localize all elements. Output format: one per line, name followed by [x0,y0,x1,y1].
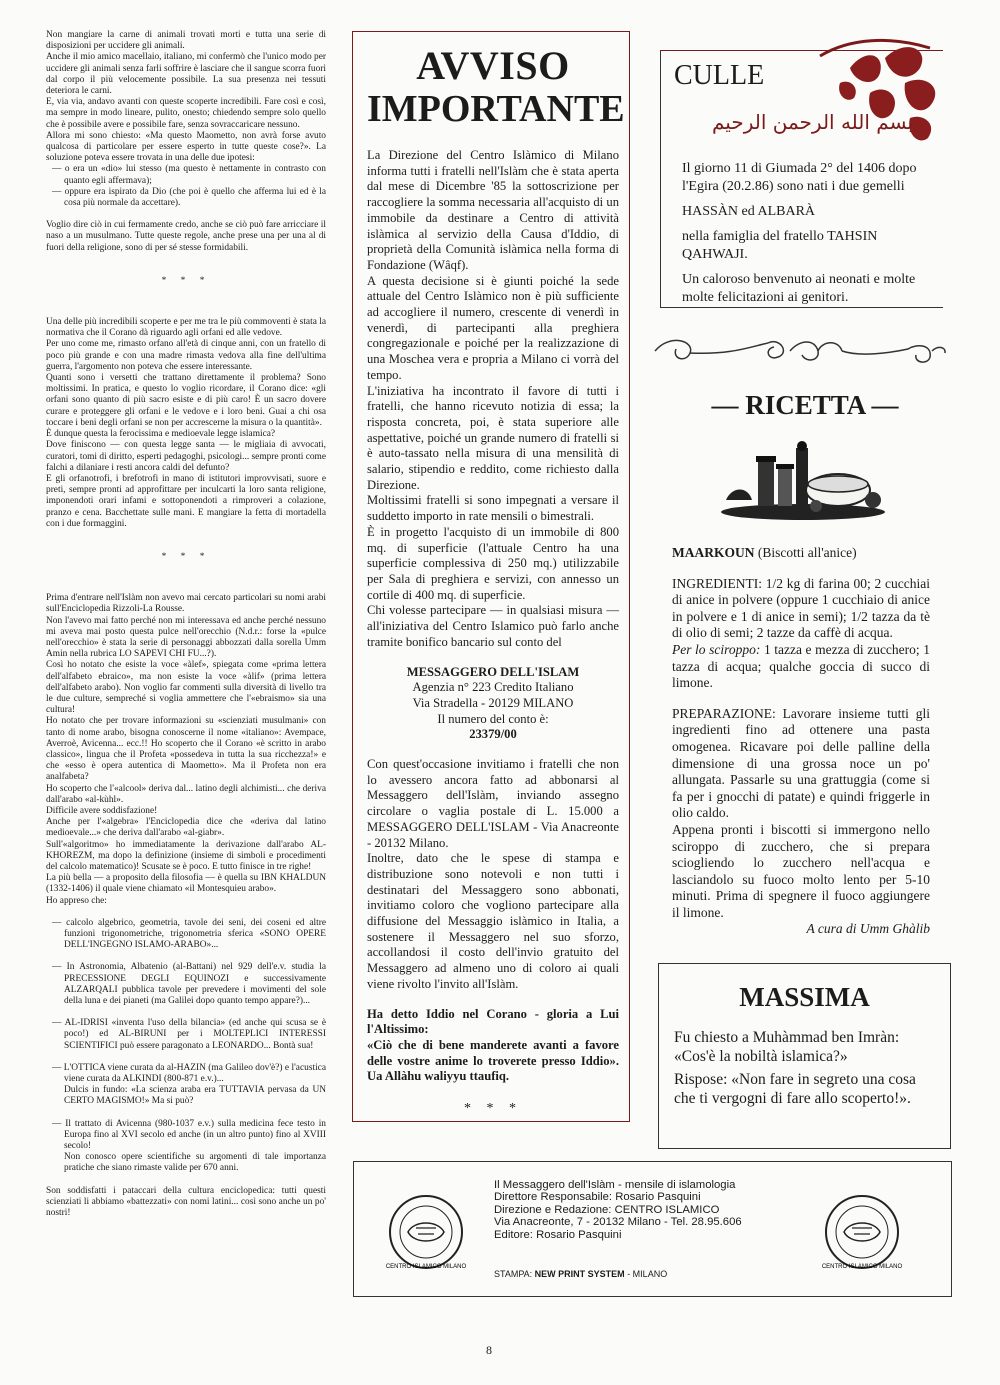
list-subnote: Dulcis in fundo: «La scienza araba era TUTTAVIA pervasa da UN CERTO MAGISMO!» Ma si può? [64,1085,326,1107]
list-item: — AL-IDRISI «inventa l'uso della bilancia» (ed anche qui scusa se è poco!) ed AL-BIRUNI per i MOLTEPLICI INTERESSI SCIENTIFICI può essere paragonato a LEONARDO... Bontà sua! [52,1018,326,1051]
importante-title: IMPORTANTE [367,88,625,130]
masthead-text [494,1179,742,1241]
left-article [46,30,326,1219]
paragraph: È dunque questa la ferocissima e medioevale legge islamica? [46,429,276,440]
hypothesis-item: — oppure era ispirato da Dio (che poi è quello che afferma lui ed è la cosa più normale da accettare). [52,186,326,209]
family-line: nella famiglia del fratello TAHSIN QAHWAJI. [682,229,878,262]
paragraph: Non l'avevo mai fatto perché non mi interessava ed anche perché nessuno mi aveva mai posto questa pulce nell'orecchio (N.d.r.: forse la «pulce nell'orecchio» è stata la serie di personaggi abbozzati dalla sorella Umm Amin nella rubrica LO SAPEVI CHI FU...?). [46,615,326,660]
islamic-center-seal-icon [386,1192,466,1272]
paragraph: Una delle più incredibili scoperte e per me tra le più commoventi è stata la normativa che il Corano dà riguardo agli orfani ed alle vedove. [46,317,326,339]
page-number: 8 [486,1343,492,1357]
paragraph: Anche per l'«algebra» l'Enciclopedia dice che «deriva dal latino medioevale...» che deriva dall'arabo «al-giabr». [46,817,326,839]
dish-name: MAARKOUN [672,545,755,560]
section-separator: * * * [161,551,211,562]
birth-announcement: Il giorno 11 di Giumada 2° del 1406 dopo l'Egira (20.2.86) sono nati i due gemelli [682,161,917,194]
bank-address: Via Stradella - 20129 MILANO [412,695,574,710]
maxim-answer: Rispose: «Non fare in segreto una cosa che ti vergogni di fare allo scoperto!». [674,1071,916,1107]
seal-label: CENTRO ISLAMICO MILANO [386,1264,466,1270]
paragraph: È in progetto l'acquisto di un immobile di 800 mq. di superficie (l'attuale Centro ha una superficie complessiva di 250 mq.) utilizzabile per Sala di preghiera e servizi, con annesso un cortile di 400 mq. di superficie. [367,524,619,602]
account-label: Il numero del conto è: [437,711,549,726]
bank-name: MESSAGGERO DELL'ISLAM [406,664,580,679]
director-line: Direttore Responsabile: Rosario Pasquini [494,1191,701,1204]
editorial-line: Direzione e Redazione: CENTRO ISLAMICO [494,1203,720,1216]
avviso-title: AVVISO [416,43,570,88]
scroll-ornament-icon [650,333,950,369]
massima-title: MASSIMA [739,982,870,1012]
list-item: — calcolo algebrico, geometria, tavole dei seni, dei coseni ed altre funzioni trigonometriche, trigonometria sferica «SONO OPERE DELL'INGEGNO ISLAMO-ARABO»... [52,917,326,951]
publication-line: Il Messaggero dell'Islàm - mensile di islamologia [494,1179,736,1191]
paragraph: L'iniziativa ha incontrato il favore di tutti i fratelli, che hanno ricevuto notizia di essa; la risposta concreta, poi, è stata superiore alle aspettative, poiché un grande numero di fratelli si è auto-tassato nella misura di una mensilità di salario, stipendio e reddito, come richiesto dalla Direzione. [367,383,619,492]
paragraph: Ho notato che per trovare informazioni su «scienziati musulmani» con tanto di nome arabo, bisogna conoscerne il nome «italiano»: Avempace, Averroè, Avicenna... ecc.!! Ho scoperto che il Corano «è scritto in arabo classico», lingua che il Profeta «possedeva in tutta la sua ricchezza!» e che «esso è opera autentica di Maometto». Ma il Profeta non era analfabeta? [46,716,326,783]
section-separator: * * * [161,275,211,286]
avviso-box [352,31,630,1122]
list-item: — L'OTTICA viene curata da al-HAZIN (ma Galileo dov'è?) e l'acustica viene curata da ALKINDI (800-871 e.v.)... [52,1062,326,1085]
paragraph: Anche il mio amico macellaio, italiano, mi confermò che l'unico modo per uccidere gli animali senza farli soffrire è lasciare che il sangue scorra fuori dal corpo il più velocemente possibile. La sua presenza nei tessuti deteriora le carni. [46,52,326,97]
culle-title: CULLE [674,60,765,91]
paragraph: Per uno come me, rimasto orfano all'età di cinque anni, con un fratello di poco più grande e con una madre rimasta vedova alla fine dell'ultima guerra, l'argomento non poteva che essere interessante. [46,339,326,372]
maxim-question: Fu chiesto a Muhàmmad ben Imràn: «Cos'è la nobiltà islamica?» [674,1029,900,1065]
closing-paragraph: Son soddisfatti i pataccari della cultura enciclopedica: tutti questi scienziati li abbiamo «battezzati» con nomi latini... così sono anche un po' nostri! [46,1185,326,1219]
quran-quote: «Ciò che di bene manderete avanti a favore delle vostre anime lo troverete presso Iddio». Ua Allàhu waliyyu ttaufiq. [367,1037,619,1084]
ingredients: INGREDIENTI: 1/2 kg di farina 00; 2 cucchiai di anice in polvere (oppure 1 cucchiaio di anice in polvere e 1 di anice in semi); 1/2 tazza da tè di olio di semi; 2 tazze da caffè di acqua. [672,575,930,641]
paragraph: A questa decisione si è giunti poiché la sede attuale del Centro Islàmico non è più sufficiente ad accogliere il numero, crescente di venerdì in venerdì, di partecipanti alla preghiera congregazionale e poiché per la realizzazione di una Moschea vera e propria a Milano ci vorrà del tempo. [367,273,619,382]
recipe-author: A cura di Umm Ghàlib [806,921,930,937]
masthead-box [353,1161,952,1297]
preparation-continued: Appena pronti i biscotti si immergono nello sciroppo di zucchero, che si prepara sciogliendo lo zucchero nell'acqua e lasciandolo su fuoco molto lento per 5-10 minuti. Prima di spegnere il fuoco aggiungere il limone. [672,821,930,920]
paragraph: Sull'«algoritmo» ho immediatamente la derivazione dall'arabo AL-KHOREZM, ma dopo la definizione (insieme di simboli e procedimenti del calcolo matematico)! Scusate se è poco. E tutto finisce in tre righe! [46,839,326,872]
paragraph: Moltissimi fratelli si sono impegnati a versare il suddetto importo in rate mensili o bimestrali. [367,493,619,524]
paragraph: Non mangiare la carne di animali trovati morti e tutta una serie di disposizioni per uccidere gli animali. [46,30,326,52]
paragraph: Dove finiscono — con questa legge santa — le migliaia di avvocati, curatori, tomi di diritto, esperti pedagoghi, psicologi... sempre pronti come falchi a dilaniare i resti ancora caldi del defunto? [46,440,326,473]
list-item: — Il trattato di Avicenna (980-1037 e.v.) sulla medicina fece testo in Europa fino al XVI secolo ed anche (in un altro punto) fino al XVIII secolo! [52,1118,326,1152]
paragraph: Ho scoperto che l'«alcool» deriva dal... latino degli alchimisti... che deriva dall'arabo «al-kùhl». [46,783,326,805]
closing-stars: * * * [464,1101,522,1117]
hypothesis-item: — o era un «dio» lui stesso (ma questo è nettamente in contrasto con quanto egli affermava); [52,164,326,186]
paragraph: Difficile avere soddisfazione! [46,805,158,816]
printer-name: NEW PRINT SYSTEM [534,1269,625,1279]
paragraph: Voglio dire ciò in cui fermamente credo, anche se ciò può fare arricciare il naso a un musulmano. Tutte queste regole, anche prese una per una al di fuori della religione, sono di per sé stesse formidabili. [46,220,326,253]
list-subnote: Non conosco opere scientifiche su argomenti di tale importanza pratiche che siano rimaste valide per 670 anni. [64,1152,326,1174]
paragraph: Allora mi sono chiesto: «Ma questo Maometto, non avrà forse avuto qualcosa di particolare per essere esperto in tutte queste cose?». La soluzione poteva essere trovata in una delle due ipotesi: [46,130,326,164]
paragraph: E, via via, andavo avanti con queste scoperte incredibili. Fare così e così, ma sempre in modo lineare, pulito, onesto; chiedendo sempre solo quello che è possibile avere e possibile fare, senza sovraccaricare nessuno. [46,97,326,130]
account-number: 23379/00 [469,727,517,742]
paragraph: E gli orfanotrofi, i brefotrofi in mano di istitutori improvvisati, suore e preti, sempre pronti ad approfittare per inculcarti la loro santa religione, imponendoti orari infami e sottoponendoti a rimproveri a colazione, pranzo e cena. Bacchettate sulle mani. E mangiare la fetta di mortadella con i due formaggini. [46,473,326,529]
publisher-line: Editore: Rosario Pasquini [494,1228,622,1241]
kitchen-still-life-illustration [718,438,888,523]
ricetta-title: — RICETTA — [711,390,899,420]
paragraph: La più bella — a proposito della filosofia — è quella su IBN KHALDUN (1332-1406) il quale viene chiamato «il Montesquieu arabo». [46,873,326,895]
paragraph: Quanti sono i versetti che trattano direttamente il problema? Sono moltissimi. In pratica, e questo lo voglio ricordare, il Corano dice: «gli orfani sono quanto di più sacro esiste e di più caro! È un sacro dovere curare e proteggere gli orfani e le vedove e i loro beni. Guai a chi osa toccare i beni degli orfani se non per accrescerne la misura o la quantità». [46,373,326,428]
paragraph: Ho appreso che: [46,895,107,906]
culle-section [660,50,950,310]
paragraph: Con quest'occasione invitiamo i fratelli che non lo avessero ancora fatto ad abbonarsi al Messaggero dell'Islàm, inviando assegno circolare o vaglia postale di L. 15.000 a MESSAGGERO DELL'ISLAM - Via Anacreonte - 20132 Milano. [367,757,619,850]
syrup-ingredients: 1 tazza e mezza di zucchero; 1 tazza di acqua; qualche goccia di succo di limone. [672,641,930,691]
list-item: — In Astronomia, Albatenio (al-Battani) nel 929 dell'e.v. studia la PRECESSIONE DEGLI EQUINOZI e successivamente ALZARQALI pubblica tavole per prevedere i movimenti del sole della luna e dei pianeti (ma Galilei dopo quanto tempo appare?)... [52,962,326,1007]
recipe-body [672,545,930,938]
congratulations: Un caloroso benvenuto ai neonati e molte molte felicitazioni ai genitori. [682,272,916,305]
paragraph: La Direzione del Centro Islàmico di Milano informa tutti i fratelli nell'Islàm che è stata aperta dal mese di Dicembre '85 la sottoscrizione per raccogliere la somma necessaria all'acquisto di un immobile da destinare a Centro di attività islàmica al servizio della Causa d'Iddio, di proprietà della Comunità islàmica nella forma di Fondazione (Wâqf). [367,148,619,272]
paragraph: Prima d'entrare nell'Islàm non avevo mai cercato particolari su nomi arabi sull'Enciclopedia Rizzoli-La Rousse. [46,593,326,615]
printer-line [494,1269,667,1279]
paragraph: Chi volesse partecipare — in qualsiasi misura — all'iniziativa del Centro Islamico può farlo anche tramite bonifico bancario sul conto del [367,603,619,649]
paragraph: Inoltre, dato che le spese di stampa e distribuzione sono notevoli e non tutti i destinatari del Messaggero sono abbonati, invitiamo coloro che vogliono partecipare alla diffusione del Messaggio islàmico in Italia, a sostenere il Messaggero nel suo sforzo, accollandosi il costo dell'invio gratuito del Messaggero ad almeno uno di coloro ai quali viene rivolto l'invito all'Islàm. [367,851,619,991]
address-line: Via Anacreonte, 7 - 20132 Milano - Tel. 28.95.606 [494,1216,742,1229]
basmala-calligraphy: بسم الله الرحمن الرحيم [712,110,914,134]
preparation: PREPARAZIONE: Lavorare insieme tutti gli ingredienti fino ad ottenere una pasta omogenea. Ricavare poi delle palline della dimensione di una grossa noce un po' allungata. Passarle su una grattuggia (come si fa per i gnocchi di patate) e quindi friggerle in olio caldo. [672,705,930,821]
syrup-label: Per lo sciroppo: [672,641,761,657]
print-label: STAMPA: [494,1269,535,1279]
seal-label: CENTRO ISLAMICO MILANO [822,1264,902,1270]
massima-box [658,963,951,1149]
quote-intro: Ha detto Iddio nel Corano - gloria a Lui l'Altissimo: [367,1006,619,1037]
dish-subtitle: (Biscotti all'anice) [754,545,857,560]
paragraph: Così ho notato che esiste la voce «àlef», spiegata come «prima lettera dell'alfabeto ebraico», ma non esiste la voce «àlif» (prima lettera dell'alfabeto arabo). Non voglio far commenti sulla diversità di livello tra le due culture, sempreché si voglia ammettere che l'«ebraismo» sia una cultura! [46,660,326,716]
bank-agency: Agenzia n° 223 Credito Italiano [412,680,574,695]
twin-names: HASSÀN ed ALBARÀ [682,204,816,219]
islamic-center-seal-icon [822,1192,902,1272]
printer-city: - MILANO [624,1269,668,1279]
